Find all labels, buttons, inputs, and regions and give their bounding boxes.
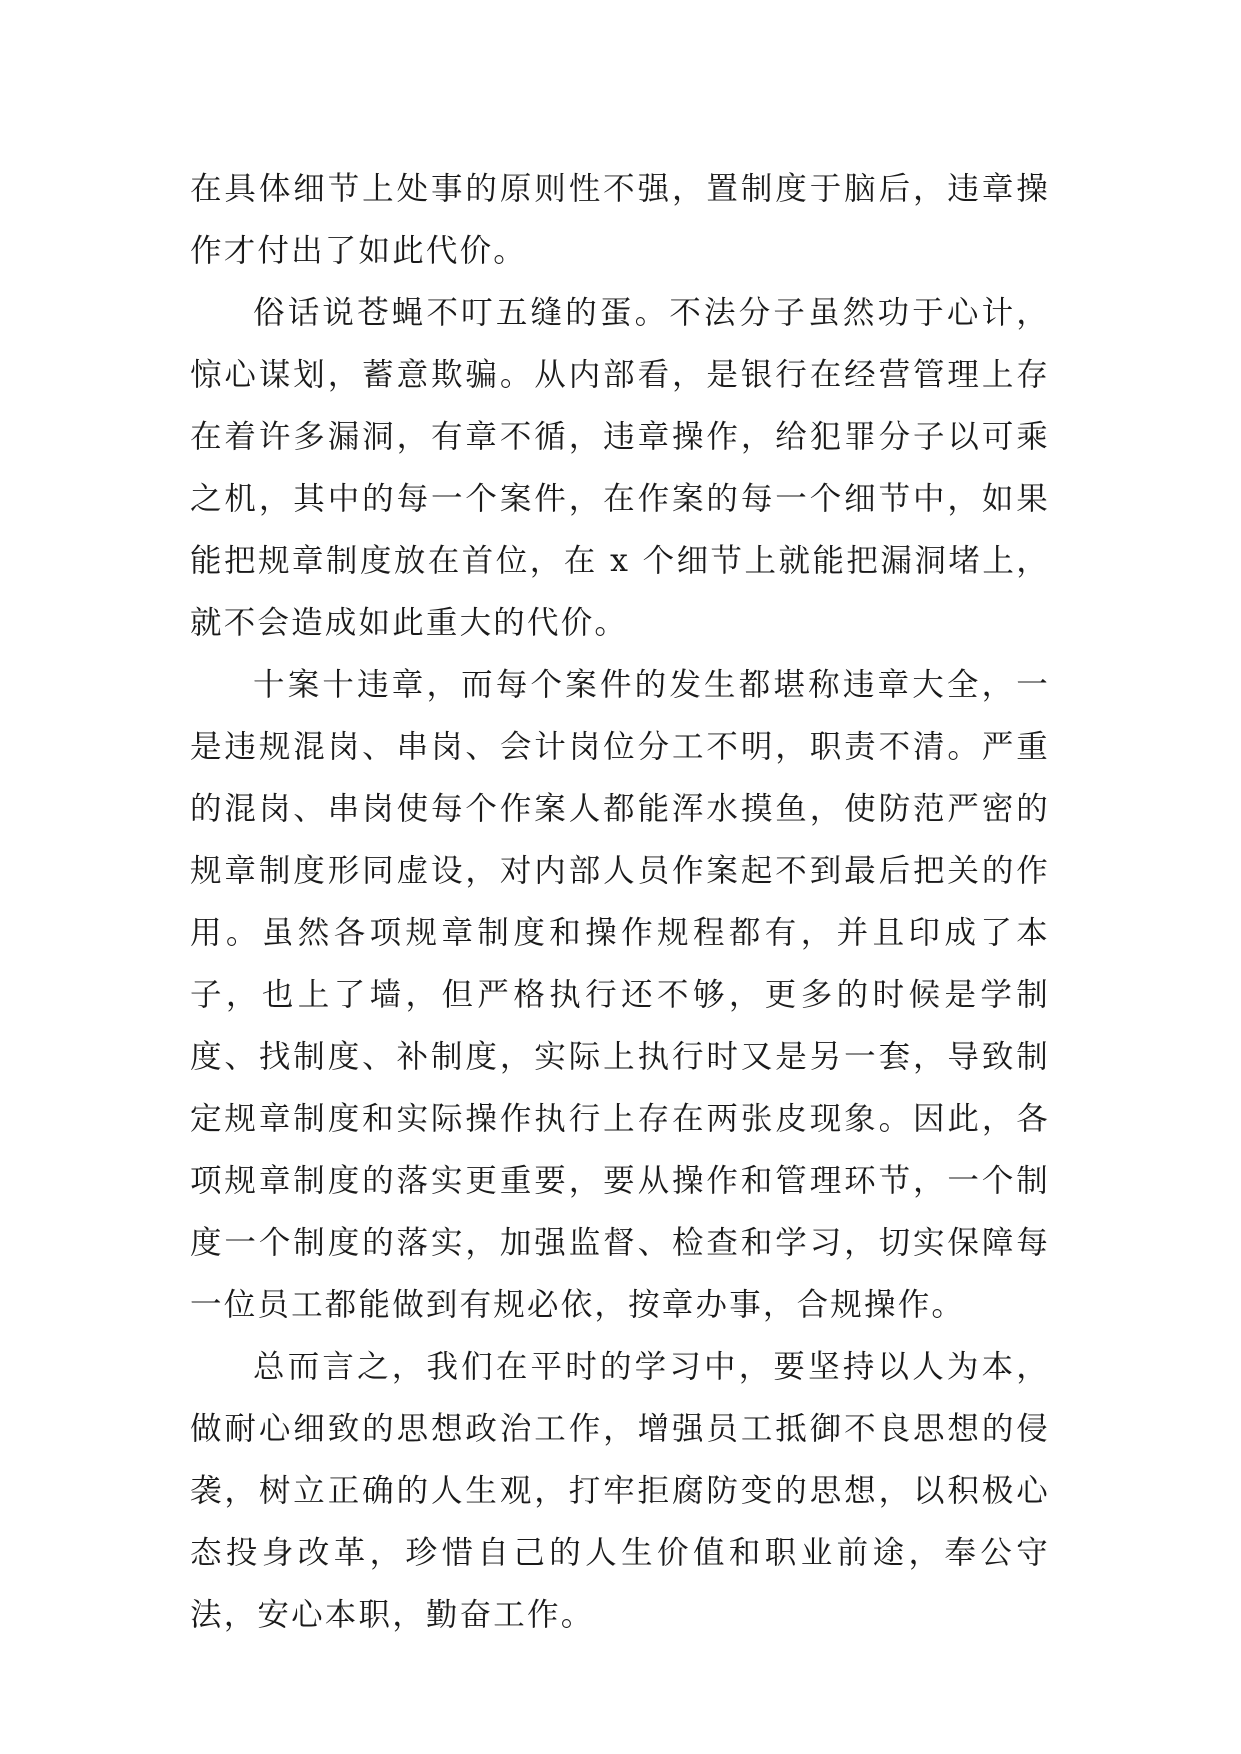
document-body: [190, 158, 1050, 1646]
paragraph-3: 十案十违章，而每个案件的发生都堪称违章大全，一是违规混岗、串岗、会计岗位分工不明，职责不清。严重的混岗、串岗使每个作案人都能浑水摸鱼，使防范严密的规章制度形同虚设，对内部人员作案起不到最后把关的作用。虽然各项规章制度和操作规程都有，并且印成了本子，也上了墙，但严格执行还不够，更多的时候是学制度、找制度、补制度，实际上执行时又是另一套，导致制定规章制度和实际操作执行上存在两张皮现象。因此，各项规章制度的落实更重要，要从操作和管理环节，一个制度一个制度的落实，加强监督、检查和学习，切实保障每一位员工都能做到有规必依，按章办事，合规操作。: [190, 667, 1050, 1323]
paragraph-2: 俗话说苍蝇不叮五缝的蛋。不法分子虽然功于心计，惊心谋划，蓄意欺骗。从内部看，是银行在经营管理上存在着许多漏洞，有章不循，违章操作，给犯罪分子以可乘之机，其中的每一个案件，在作案的每一个细节中，如果能把规章制度放在首位，在 x 个细节上就能把漏洞堵上，就不会造成如此重大的代价。: [190, 295, 1050, 641]
paragraph-4: 总而言之，我们在平时的学习中，要坚持以人为本，做耐心细致的思想政治工作，增强员工抵御不良思想的侵袭，树立正确的人生观，打牢拒腐防变的思想，以积极心态投身改革，珍惜自己的人生价值和职业前途，奉公守法，安心本职，勤奋工作。: [190, 1349, 1050, 1633]
paragraph-1: 在具体细节上处事的原则性不强，置制度于脑后，违章操作才付出了如此代价。: [190, 171, 1050, 269]
